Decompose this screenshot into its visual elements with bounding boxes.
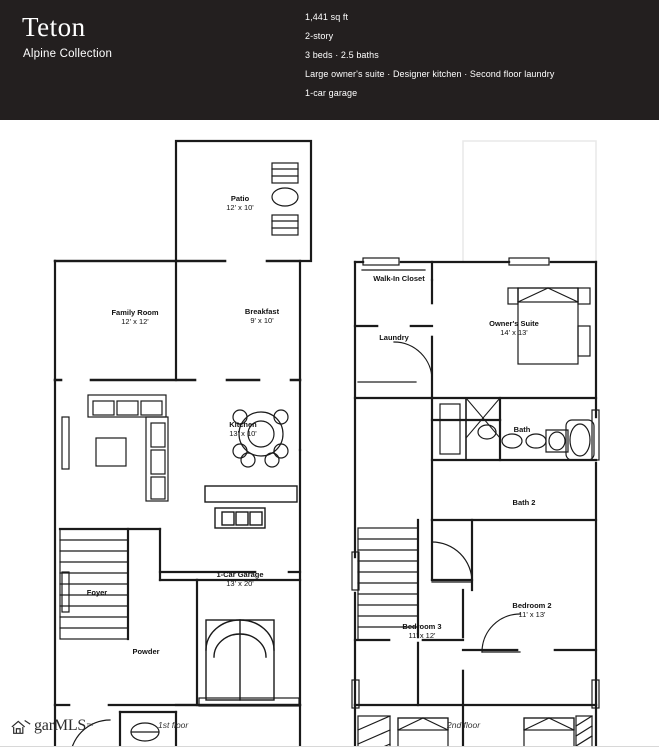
room-label-laundry: [358, 333, 430, 342]
spec-list: [305, 13, 645, 98]
room-label-foyer: [68, 588, 126, 597]
room-name-walk-in-closet: Walk-In Closet: [373, 274, 425, 283]
room-name-family-room: Family Room: [111, 308, 159, 317]
room-label-bedroom-2: [494, 601, 570, 620]
room-name-kitchen: Kitchen: [229, 420, 257, 429]
room-label-family-room: [92, 308, 178, 327]
spec-stories: 2-story: [305, 31, 334, 41]
room-name-bath-2: Bath 2: [512, 498, 536, 507]
mls-logo-text: garMLS: [34, 717, 87, 734]
room-label-bath-2: [496, 498, 552, 507]
spec-garage: 1-car garage: [305, 88, 358, 98]
spec-beds-baths: 3 beds · 2.5 baths: [305, 50, 379, 60]
room-dim-kitchen: 13' x 10': [229, 429, 257, 439]
room-label-bedroom-3: [386, 622, 458, 641]
room-dim-owners-suite: 14' x 13': [500, 328, 528, 338]
room-name-patio: Patio: [230, 194, 250, 203]
room-label-walk-in-closet: [357, 274, 441, 283]
room-name-bedroom-3: Bedroom 3: [402, 622, 442, 631]
collection-subtitle: Alpine Collection: [23, 48, 113, 60]
plan-header: [0, 0, 659, 120]
room-dim-patio: 12' x 10': [226, 203, 254, 213]
room-name-powder: Powder: [132, 647, 160, 656]
room-name-garage: 1-Car Garage: [216, 570, 264, 579]
room-label-powder: [117, 647, 175, 656]
spec-features: Large owner's suite · Designer kitchen · Second floor laundry: [305, 69, 555, 79]
page-title: Teton: [22, 12, 86, 42]
mls-logo-tm: ™: [86, 722, 94, 730]
room-name-laundry: Laundry: [379, 333, 409, 342]
room-label-garage: [196, 570, 284, 589]
floorplan-vector: [0, 120, 659, 747]
room-dim-family-room: 12' x 12': [121, 317, 149, 327]
spec-sqft: 1,441 sq ft: [305, 12, 349, 22]
room-name-breakfast: Breakfast: [244, 307, 280, 316]
room-dim-garage: 13' x 20': [226, 579, 254, 589]
room-name-foyer: Foyer: [86, 588, 108, 597]
mls-logo: [10, 713, 93, 739]
room-label-breakfast: [224, 307, 300, 326]
room-name-bedroom-2: Bedroom 2: [512, 601, 552, 610]
room-dim-bedroom-2: 11' x 13': [518, 610, 546, 620]
room-name-owners-suite: Owner's Suite: [489, 319, 539, 328]
room-dim-breakfast: 9' x 10': [250, 316, 274, 326]
caption-first-floor: 1st floor: [158, 720, 189, 730]
room-label-owners-suite: [468, 319, 560, 338]
room-label-patio: [203, 194, 277, 213]
room-dim-bedroom-3: 11' x 12': [408, 631, 436, 641]
room-label-bath: [496, 425, 548, 434]
caption-second-floor: 2nd floor: [447, 720, 481, 730]
floorplan-canvas: [0, 120, 659, 747]
room-name-bath: Bath: [513, 425, 531, 434]
room-label-kitchen: [205, 420, 281, 439]
house-logo-icon: [10, 715, 32, 737]
